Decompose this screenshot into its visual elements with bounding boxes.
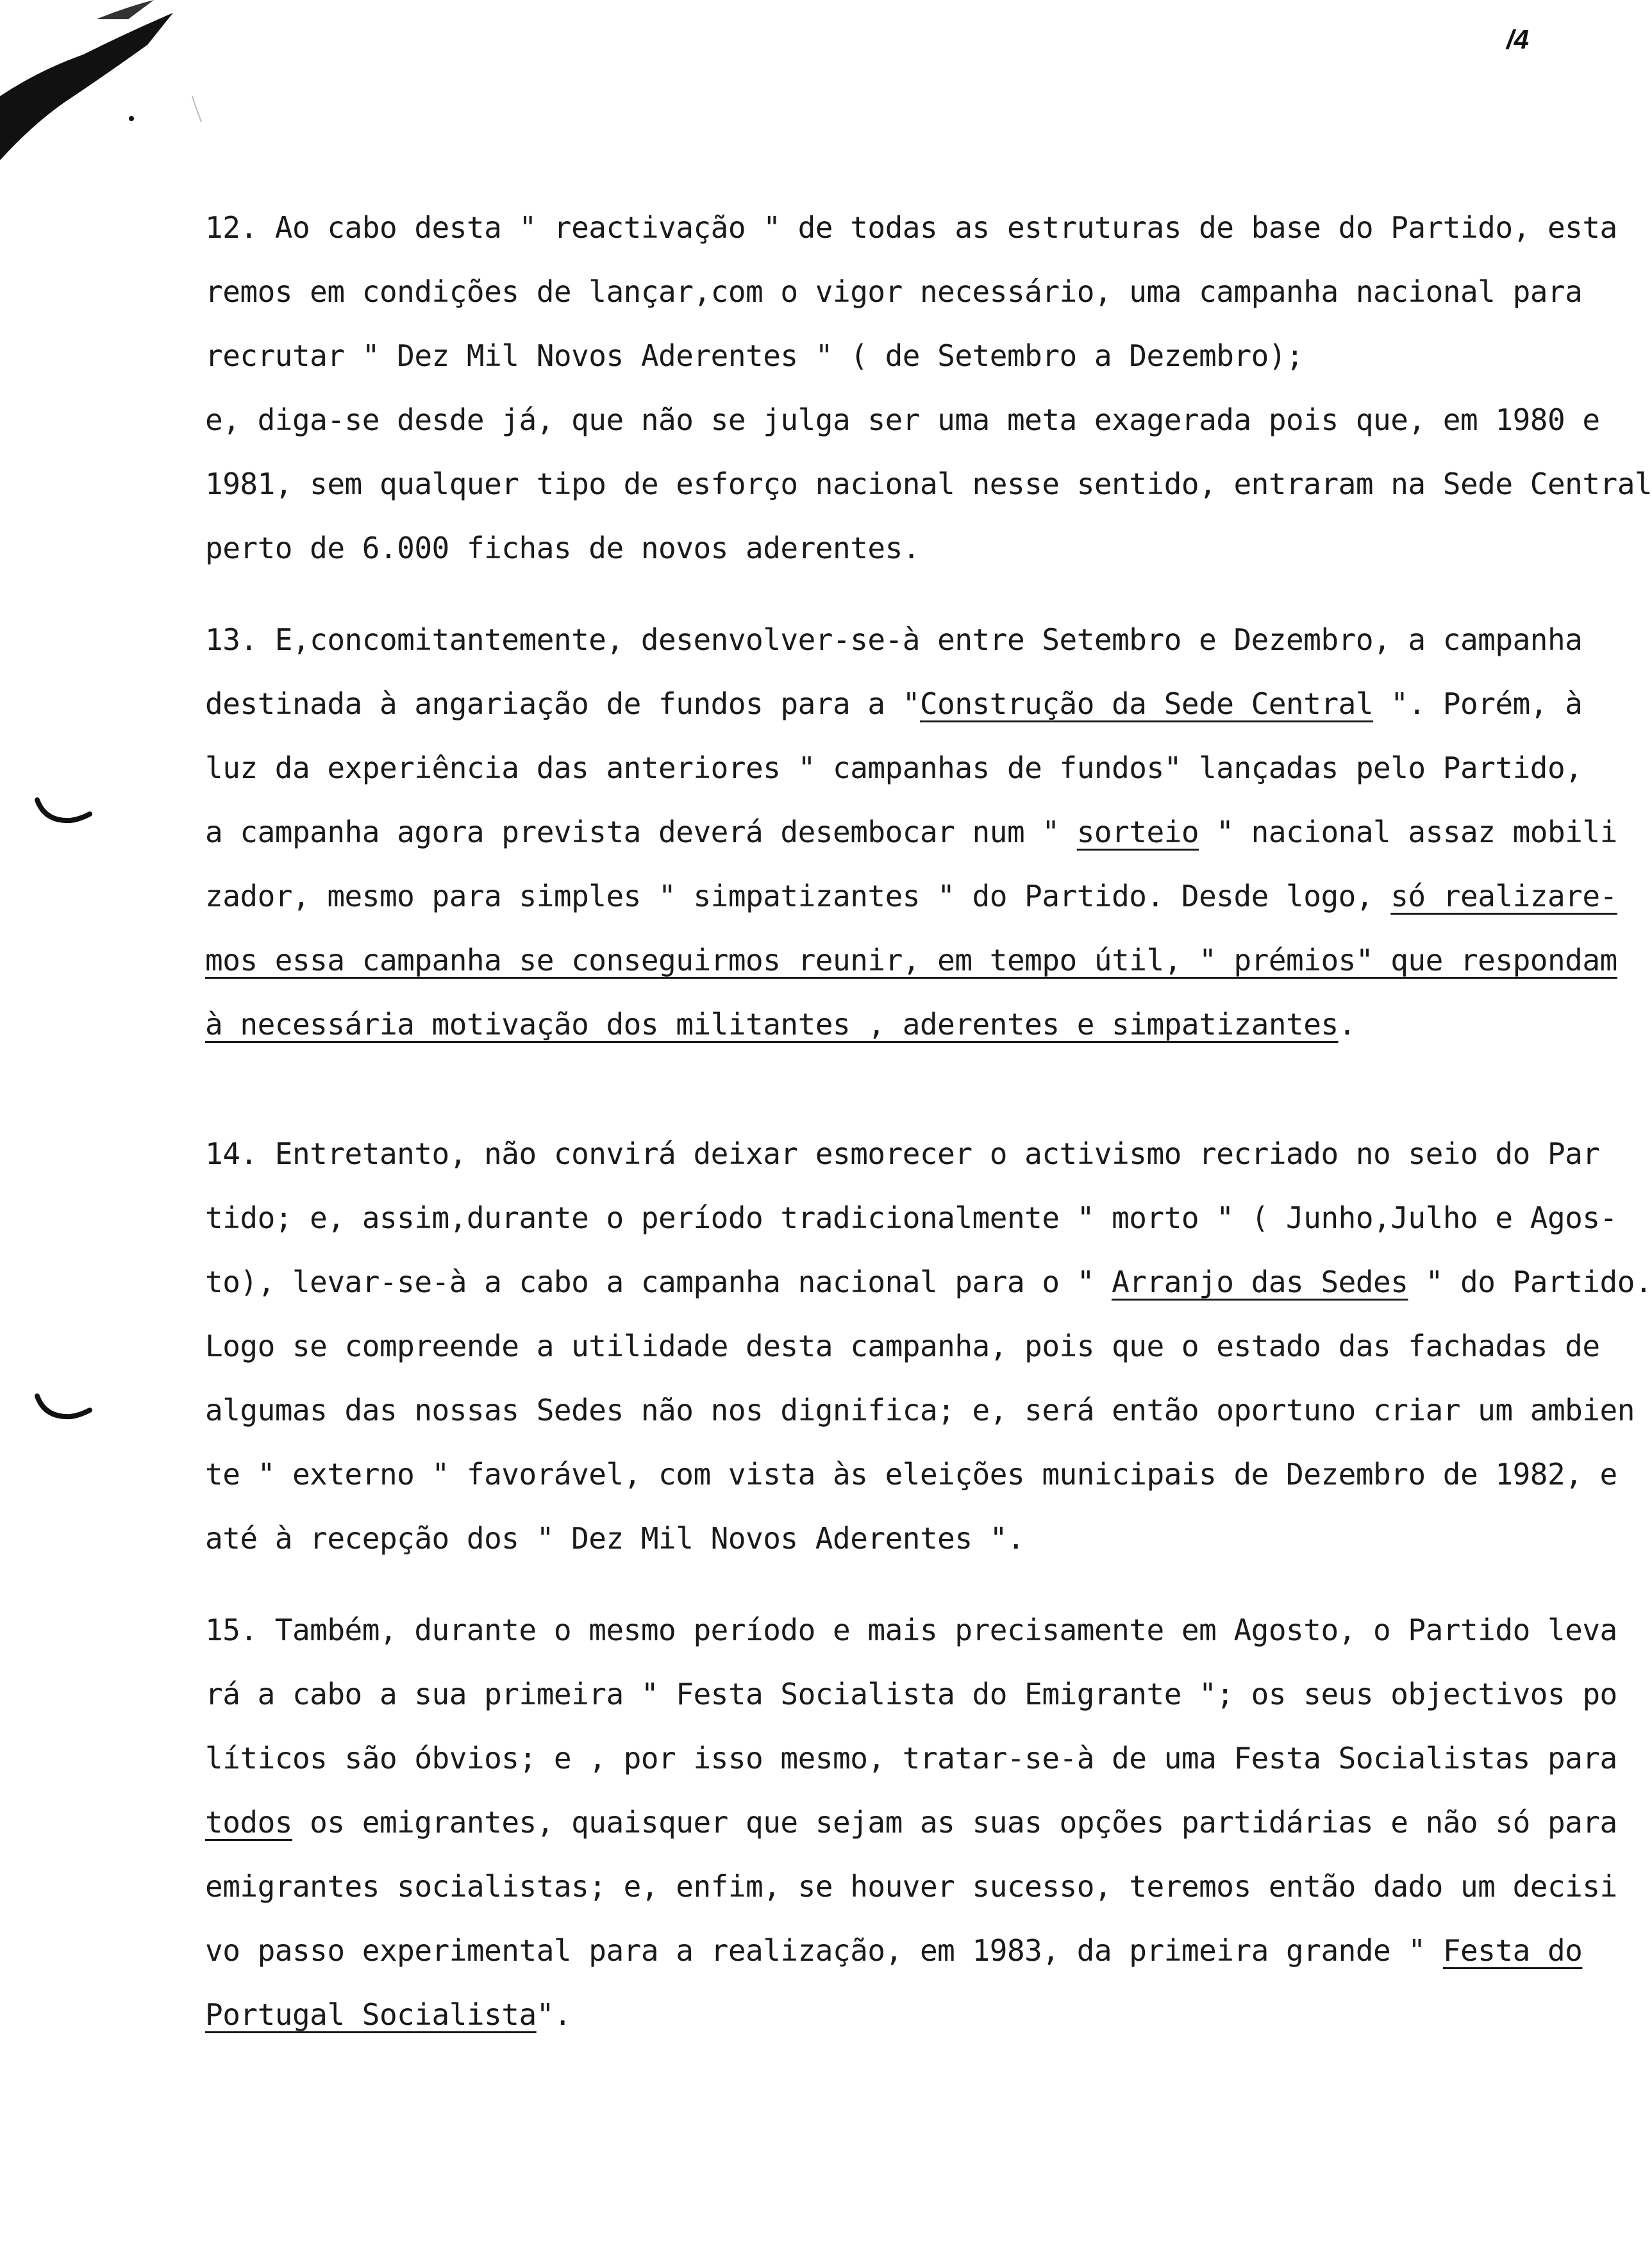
text-run: líticos são óbvios; e , por isso mesmo, tratar-se-à de uma Festa Socialistas para [205,1741,1617,1776]
underlined-text: mos essa campanha se conseguirmos reunir, em tempo útil, " prémios" que respondam [205,943,1617,977]
text-run: remos em condições de lançar,com o vigor necessário, uma campanha nacional para [205,274,1583,309]
page-number: /4 [1506,24,1530,54]
paragraph-15-line [205,1995,571,2034]
paragraph-12-line [205,208,1617,247]
text-run: emigrantes socialistas; e, enfim, se houver sucesso, teremos então dado um decisi [205,1869,1617,1904]
underlined-text: à necessária motivação dos militantes , aderentes e simpatizantes [205,1007,1339,1042]
paragraph-13-line [205,941,1617,979]
paragraph-12-line [205,529,920,567]
paragraph-13-line [205,877,1617,915]
paragraph-15-line [205,1611,1617,1649]
text-run: ". [536,1997,572,2032]
scan-hole-mark-upper [26,788,96,833]
text-run: 13. E,concomitantemente, desenvolver-se-à entre Setembro e Dezembro, a campanha [205,622,1583,657]
paragraph-14-line [205,1455,1617,1493]
paragraph-12-line [205,272,1582,311]
text-run: os emigrantes, quaisquer que sejam as suas opções partidárias e não só para [292,1805,1617,1840]
underlined-text: todos [205,1805,292,1840]
text-run: te " externo " favorável, com vista às eleições municipais de Dezembro de 1982, e [205,1457,1617,1492]
text-run: zador, mesmo para simples " simpatizantes " do Partido. Desde logo, [205,879,1391,913]
text-run: destinada à angariação de fundos para a " [205,686,920,721]
text-run: " nacional assaz mobili [1199,815,1617,849]
paragraph-12-line [205,465,1652,503]
paragraph-14-line [205,1327,1600,1365]
paragraph-14-line [205,1263,1652,1301]
text-run: 15. Também, durante o mesmo período e mais precisamente em Agosto, o Partido leva [205,1613,1617,1647]
text-run: algumas das nossas Sedes não nos dignifica; e, será então oportuno criar um ambien [205,1393,1635,1427]
paragraph-14-line [205,1199,1617,1237]
text-run: recrutar " Dez Mil Novos Aderentes " ( de Setembro a Dezembro); [205,338,1304,373]
underlined-text: só realizare- [1390,879,1617,913]
paragraph-14-line [205,1391,1635,1429]
text-run: tido; e, assim,durante o período tradicionalmente " morto " ( Junho,Julho e Agos- [205,1201,1617,1235]
paragraph-14-line [205,1519,1024,1558]
text-run: vo passo experimental para a realização, em 1983, da primeira grande " [205,1933,1443,1968]
text-run: e, diga-se desde já, que não se julga ser uma meta exagerada pois que, em 1980 e [205,403,1600,437]
text-run: 12. Ao cabo desta " reactivação " de todas as estruturas de base do Partido, esta [205,210,1617,245]
text-run: to), levar-se-à a cabo a campanha nacional para o " [205,1265,1112,1299]
paragraph-13-line [205,813,1617,851]
paragraph-13-line [205,1005,1356,1044]
paragraph-14-line [205,1135,1600,1173]
text-run: até à recepção dos " Dez Mil Novos Aderentes ". [205,1521,1025,1556]
scan-hole-mark-lower [26,1385,96,1429]
paragraph-15-line [205,1931,1582,1970]
paragraph-15-line [205,1867,1617,1906]
text-run: . [1338,1007,1356,1042]
paragraph-12-line [205,337,1303,375]
text-run: rá a cabo a sua primeira " Festa Socialista do Emigrante "; os seus objectivos po [205,1677,1617,1711]
underlined-text: Portugal Socialista [205,1997,537,2032]
text-run: " do Partido. [1408,1265,1652,1299]
paragraph-13-line [205,749,1582,787]
paragraph-12-line [205,401,1600,439]
underlined-text: sorteio [1076,815,1199,849]
paragraph-15-line [205,1675,1617,1713]
underlined-text: Arranjo das Sedes [1112,1265,1408,1299]
text-run: a campanha agora prevista deverá desembocar num " [205,815,1077,849]
scan-corner-shadow [0,0,205,167]
text-run: perto de 6.000 fichas de novos aderentes. [205,531,920,565]
text-run: luz da experiência das anteriores " campanhas de fundos" lançadas pelo Partido, [205,751,1583,785]
text-run: 1981, sem qualquer tipo de esforço nacional nesse sentido, entraram na Sede Central [205,467,1652,501]
paragraph-13-line [205,620,1582,659]
paragraph-13-line [205,685,1582,723]
text-run: 14. Entretanto, não convirá deixar esmorecer o activismo recriado no seio do Par [205,1136,1600,1171]
text-run: Logo se compreende a utilidade desta campanha, pois que o estado das fachadas de [205,1329,1600,1363]
paragraph-15-line [205,1803,1617,1842]
underlined-text: Festa do [1442,1933,1583,1968]
text-run: ". Porém, à [1373,686,1583,721]
paragraph-15-line [205,1739,1617,1777]
underlined-text: Construção da Sede Central [919,686,1374,721]
